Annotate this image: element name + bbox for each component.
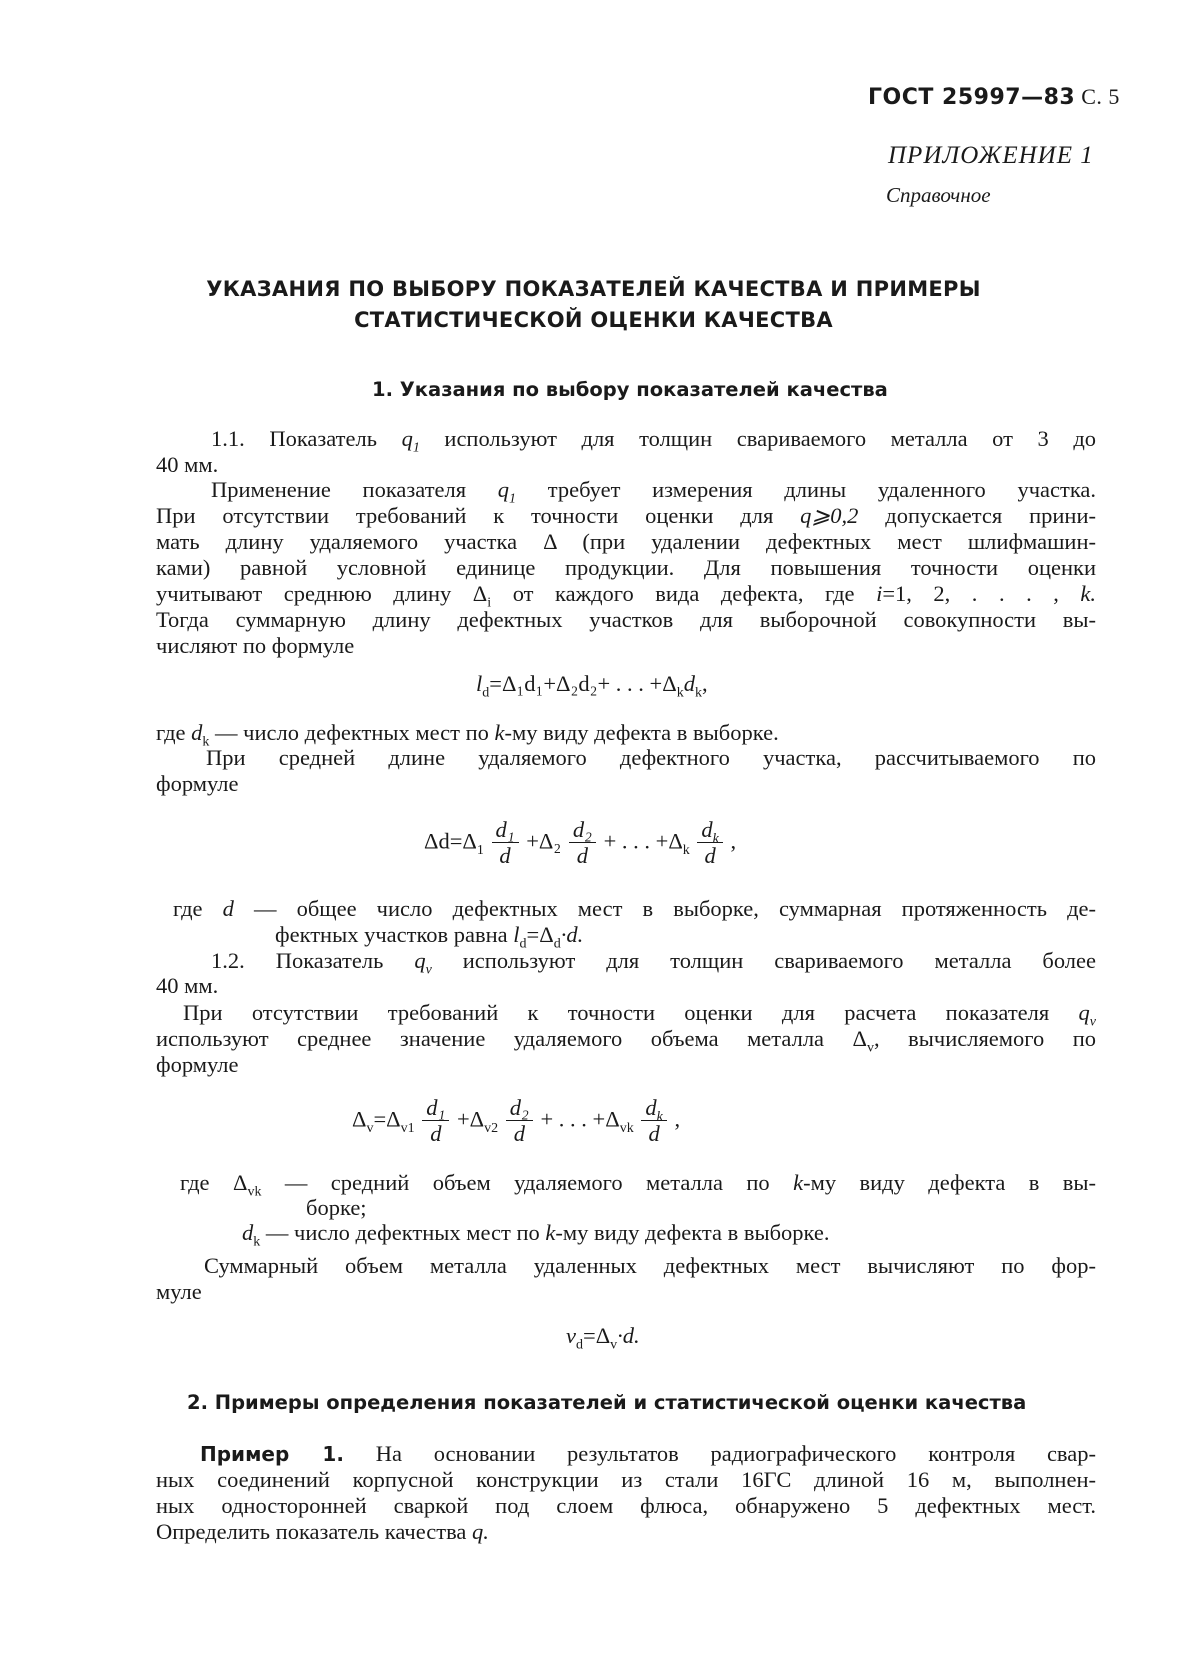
symbol-q1: $q_1$ [401,426,420,456]
document-title-line-2: СТАТИСТИЧЕСКОЙ ОЦЕНКИ КАЧЕСТВА [354,308,833,332]
standard-number: ГОСТ 25997—83 [868,85,1076,110]
formula-average-volume: $\Delta_v=\Delta_{v1}$ $\frac{\text{d₁}}{d}$ $+\Delta_{v2}$ $\frac{\text{d₂}}{d}$ + . . . $+\Delta_{vk}$ $\frac{d_k}{d}$ , [352,1095,681,1146]
formula-total-volume: $v_d=\Delta_v\cdot d$. [566,1323,640,1353]
definition-dk: где $d_k$ — число дефектных мест по k-му виду дефекта в выборке. [156,720,779,750]
paragraph-2-line-7: числяют по формуле [156,633,355,658]
example-1-line-1: Пример 1. На основании результатов радиографического контроля свар- [200,1441,1096,1466]
page-number: С. 5 [1081,84,1120,109]
paragraph-3-line-2: формуле [156,771,239,796]
paragraph-3-line-1: При средней длине удаляемого дефектного участка, рассчитываемого по [206,745,1096,770]
paragraph-1-1-line-2: 40 мм. [156,452,219,477]
document-title-line-1: УКАЗАНИЯ ПО ВЫБОРУ ПОКАЗАТЕЛЕЙ КАЧЕСТВА И ПРИМЕРЫ [206,277,981,301]
definition-dk-2: $d_k$ — число дефектных мест по k-му виду дефекта в выборке. [242,1220,830,1250]
definition-d-line-2: фектных участков равна $l_d=\Delta_d\cdot d$. [275,922,584,952]
paragraph-2-line-4: ками) равной условной единице продукции. Для повышения точности оценки [156,555,1096,580]
appendix-subtitle: Справочное [886,183,991,207]
paragraph-2-line-3: мать длину удаляемого участка Δ (при удалении дефектных мест шлифмашин- [156,529,1096,554]
example-1-label: Пример 1. [200,1442,344,1466]
page-header [868,84,1120,111]
example-1-line-3: ных односторонней сваркой под слоем флюса, обнаружено 5 дефектных мест. [156,1493,1096,1518]
paragraph-2-line-1: Применение показателя $q_1$ требует измерения длины удаленного участка. [211,477,1097,507]
definition-d-line-1: где d — общее число дефектных мест в выборке, суммарная протяженность де- [173,896,1097,921]
paragraph-5-line-2: муле [156,1279,202,1304]
paragraph-4-line-3: формуле [156,1052,239,1077]
definition-dvk-line-2: борке; [306,1195,367,1220]
example-1-line-2: ных соединений корпусной конструкции из стали 16ГС длиной 16 м, выполнен- [156,1467,1096,1492]
paragraph-2-line-6: Тогда суммарную длину дефектных участков для выборочной совокупности вы- [156,607,1096,632]
paragraph-1-2-line-2: 40 мм. [156,973,219,998]
paragraph-2-line-5: учитывают среднюю длину $\Delta_i$ от каждого вида дефекта, где i=1, 2, . . . , k. [156,581,1096,611]
paragraph-4-line-2: используют среднее значение удаляемого объема металла $\Delta_v$, вычисляемого по [156,1026,1096,1056]
definition-dvk-line-1: где $\Delta_{vk}$ — средний объем удаляемого металла по k-му виду дефекта в вы- [180,1170,1097,1200]
paragraph-4-line-1: При отсутствии требований к точности оценки для расчета показателя $q_v$ [183,1000,1096,1030]
paragraph-5-line-1: Суммарный объем металла удаленных дефектных мест вычисляют по фор- [204,1253,1096,1278]
example-1-line-4: Определить показатель качества q. [156,1519,489,1544]
formula-average-length: $\Delta d=\Delta_1$ $\frac{\text{d₁}}{d}$ +Δ₂ $\frac{\text{d₂}}{d}$ + . . . $+\Delta_k$ $\frac{d_k}{d}$ , [424,817,737,868]
appendix-title: ПРИЛОЖЕНИЕ 1 [888,142,1094,169]
paragraph-1-1-line-1: 1.1. Показатель $q_1$ используют для толщин свариваемого металла от 3 до [211,426,1097,456]
paragraph-2-line-2: При отсутствии требований к точности оценки для q⩾0,2 допускается прини- [156,503,1096,528]
formula-total-length: $l_d=\Delta_1d_1+\Delta_2d_2+$ . . . $+\Delta_kd_k$, [476,671,708,701]
paragraph-1-2-line-1: 1.2. Показатель $q_v$ используют для толщин свариваемого металла более [211,948,1096,978]
section-2-heading: 2. Примеры определения показателей и статистической оценки качества [187,1391,1027,1414]
section-1-heading: 1. Указания по выбору показателей качества [372,378,888,401]
